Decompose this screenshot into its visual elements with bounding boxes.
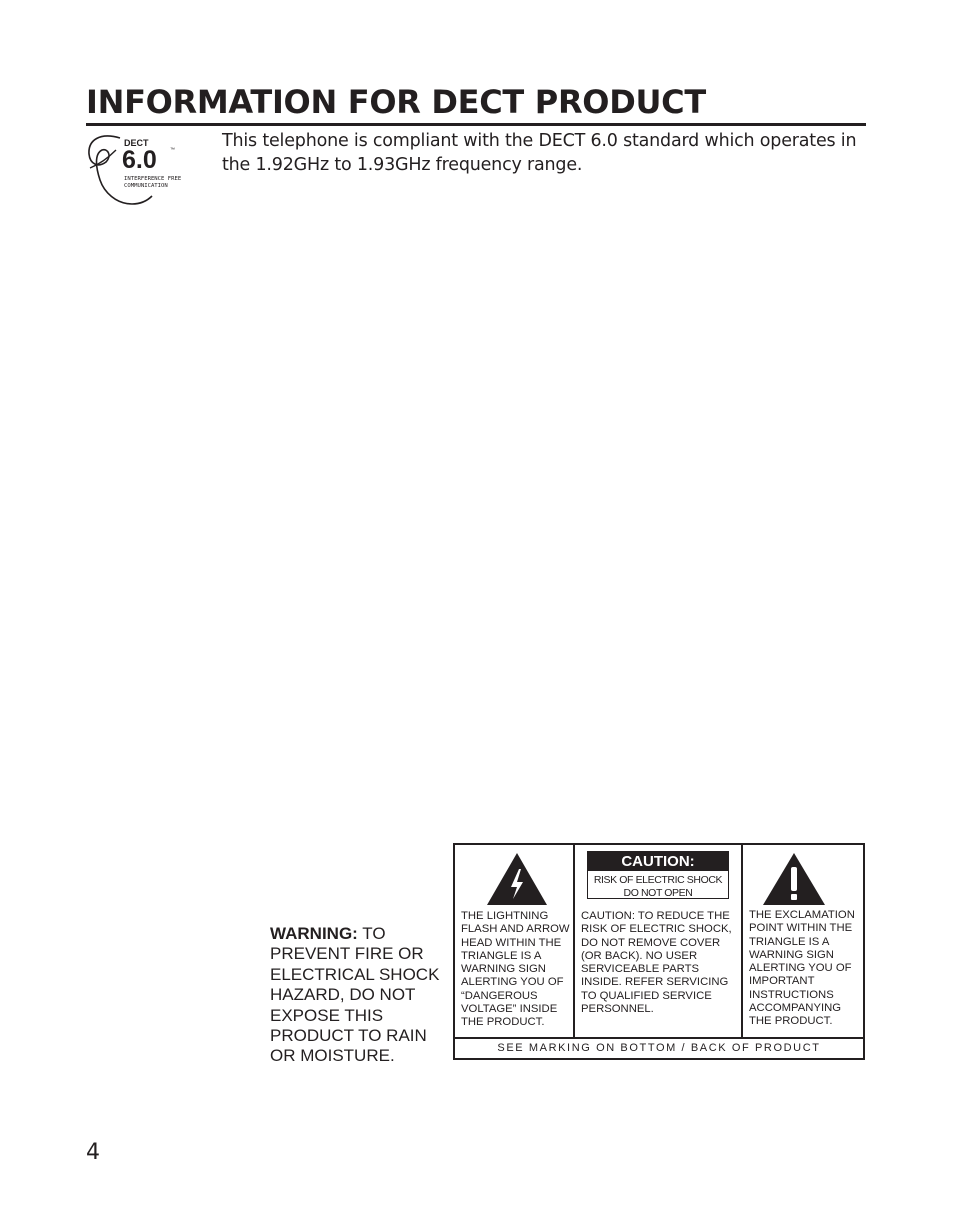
caution-column xyxy=(575,845,743,1037)
page-title: INFORMATION FOR DECT PRODUCT xyxy=(86,83,706,121)
title-underline xyxy=(86,123,866,126)
lightning-explanation: THE LIGHTNING FLASH AND ARROW HEAD WITHIN THE TRIANGLE IS A WARNING SIGN ALERTING YOU OF “DANGEROUS VOLTAGE” INSIDE THE PRODUCT. xyxy=(461,910,570,1029)
caution-title: CAUTION: xyxy=(588,852,728,871)
caution-label xyxy=(587,851,729,899)
page-number: 4 xyxy=(86,1140,100,1165)
dect-6-logo xyxy=(86,128,196,210)
lightning-column xyxy=(455,845,575,1037)
warning-notice xyxy=(270,924,450,1067)
lightning-warning-icon xyxy=(485,851,549,907)
caution-subtitle xyxy=(588,871,728,899)
exclamation-column xyxy=(743,845,865,1037)
exclamation-warning-icon xyxy=(761,851,827,907)
dect-compliance-text: This telephone is compliant with the DECT 6.0 standard which operates in the 1.92GHz to 1.93GHz frequency range. xyxy=(222,131,857,175)
caution-explanation: CAUTION: TO REDUCE THE RISK OF ELECTRIC SHOCK, DO NOT REMOVE COVER (OR BACK). NO USER SERVICEABLE PARTS INSIDE. REFER SERVICING TO QUALIFIED SERVICE PERSONNEL. xyxy=(581,910,732,1016)
logo-line-2: COMMUNICATION xyxy=(124,183,168,189)
dect-version: 6.0 xyxy=(122,146,157,174)
caution-panel xyxy=(453,843,865,1060)
exclamation-explanation: THE EXCLAMATION POINT WITHIN THE TRIANGLE IS A WARNING SIGN ALERTING YOU OF IMPORTANT INSTRUCTIONS ACCOMPANYING THE PRODUCT. xyxy=(749,909,855,1028)
caution-sub-line-1: RISK OF ELECTRIC SHOCK xyxy=(593,874,723,886)
marking-footer: SEE MARKING ON BOTTOM / BACK OF PRODUCT xyxy=(455,1037,863,1058)
warning-label: WARNING: xyxy=(270,924,358,943)
trademark: ™ xyxy=(170,147,175,153)
logo-line-1: INTERFERENCE FREE xyxy=(124,176,182,182)
warning-text: TO PREVENT FIRE OR ELECTRICAL SHOCK HAZARD, DO NOT EXPOSE THIS PRODUCT TO RAIN OR MOISTURE. xyxy=(270,924,440,1066)
dect-label: DECT xyxy=(124,138,149,148)
caution-sub-line-2: DO NOT OPEN xyxy=(623,886,693,899)
